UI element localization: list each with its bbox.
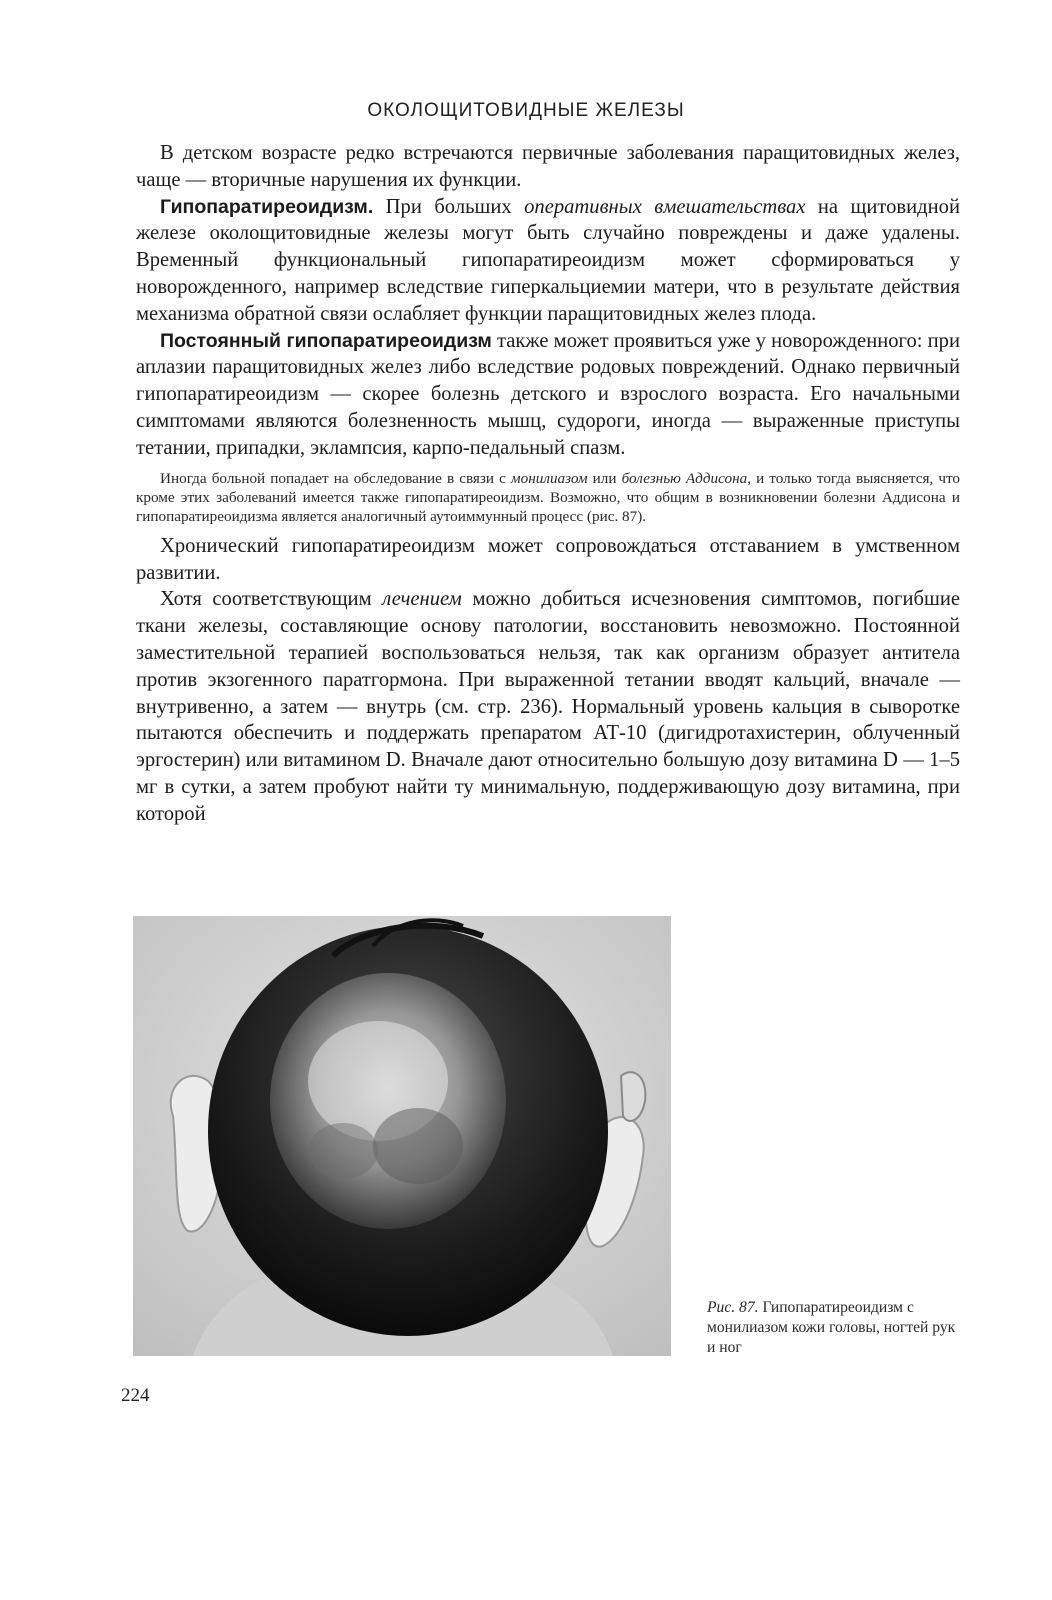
paragraph-hypoparathyroidism bbox=[136, 194, 960, 328]
text-run: на щитовидной железе околощитовидные железы могут быть случайно повреждены и даже удалены. Временный функциональный гипопаратиреоидизм может сформироваться у новорожденного, например вследствие гиперкальциемии матери, что в результате действия механизма обратной связи ослабляет функции паращитовидных желез плода. bbox=[136, 195, 960, 325]
figure-caption bbox=[707, 1298, 963, 1358]
small-print-note bbox=[136, 469, 960, 527]
text-run: Иногда больной попадает на обследование в связи с bbox=[160, 469, 511, 487]
paragraph-chronic: Хронический гипопаратиреоидизм может сопровождаться отставанием в умственном развитии. bbox=[136, 534, 960, 584]
figure-photo bbox=[133, 916, 671, 1356]
paragraph-treatment bbox=[136, 586, 960, 827]
paragraph-permanent bbox=[136, 328, 960, 462]
text-run: или bbox=[587, 469, 622, 487]
figure-label: Рис. 87. bbox=[707, 1299, 759, 1316]
italic-term: болезнью Аддисона bbox=[621, 469, 748, 487]
text-run: , и только тогда выясняется, что кроме этих заболеваний имеется также гипопаратиреоидизм. Возможно, что общим в возникновении болезни Аддисона и гипопаратиреоидизма является аналогичный аутоиммунный процесс (рис. 87). bbox=[136, 469, 960, 526]
caption-text: Гипопаратиреоидизм с монилиазом кожи головы, ногтей рук и ног bbox=[707, 1299, 956, 1356]
page-number: 224 bbox=[121, 1385, 150, 1406]
run-in-heading: Гипопаратиреоидизм. bbox=[160, 195, 374, 218]
page-header: ОКОЛОЩИТОВИДНЫЕ ЖЕЛЕЗЫ bbox=[367, 100, 685, 121]
text-run: Хотя соответствующим bbox=[160, 588, 383, 611]
text-run: также может проявиться уже у новорожденного: при аплазии паращитовидных желез либо вследствие родовых повреждений. Однако первичный гипопаратиреоидизм — скорее болезнь детского и взрослого возраста. Его начальными симптомами являются болезненность мышц, судороги, иногда — выраженные приступы тетании, припадки, эклампсия, карпо-педальный спазм. bbox=[136, 329, 960, 459]
photo-scalp-moniliasis bbox=[133, 916, 671, 1356]
italic-term: лечением bbox=[382, 588, 462, 611]
main-text bbox=[136, 140, 960, 828]
text-run: При больших bbox=[373, 195, 525, 218]
text-run: можно добиться исчезновения симптомов, погибшие ткани железы, составляющие основу патологии, восстановить невозможно. Постоянной заместительной терапией воспользоваться нельзя, так как организм образует антитела против экзогенного паратгормона. При выраженной тетании вводят кальций, вначале — внутривенно, а затем — внутрь (см. стр. 236). Нормальный уровень кальция в сыворотке пытаются обеспечить и поддержать препаратом АТ-10 (дигидротахистерин, облученный эргостерин) или витамином D. Вначале дают относительно большую дозу витамина D — 1–5 мг в сутки, а затем пробуют найти ту минимальную, поддерживающую дозу витамина, при которой bbox=[136, 588, 961, 825]
italic-term: монилиазом bbox=[510, 469, 588, 487]
run-in-heading: Постоянный гипопаратиреоидизм bbox=[160, 329, 492, 352]
paragraph-intro: В детском возрасте редко встречаются первичные заболевания паращитовидных желез, чаще — вторичные нарушения их функции. bbox=[136, 142, 960, 191]
italic-term: оперативных вмешательствах bbox=[524, 195, 806, 218]
